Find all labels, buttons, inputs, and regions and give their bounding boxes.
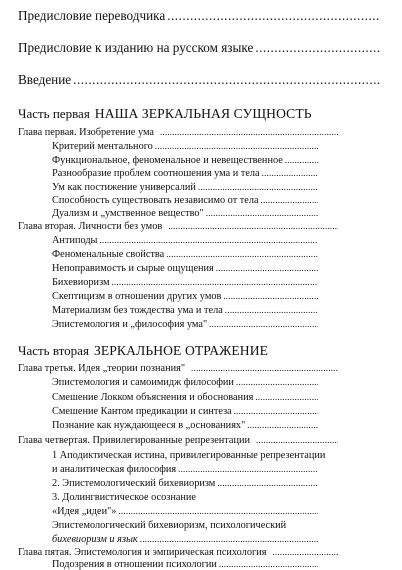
- chapter-title: Глава третья. Идея „теории познания": [18, 363, 186, 374]
- section-title: Смешение Локком объяснения и обоснования: [52, 392, 254, 403]
- dot-leader: [155, 142, 318, 152]
- toc-section[interactable]: [52, 196, 318, 206]
- dot-leader: [178, 465, 318, 475]
- dot-leader: [255, 393, 318, 403]
- toc-entry-label: Предисловие к изданию на русском языке: [18, 40, 254, 55]
- toc-section[interactable]: [52, 292, 318, 302]
- chapter-title: Глава вторая. Личности без умов: [18, 221, 163, 232]
- section-title: Функциональное, феноменальное и невещественное: [52, 155, 283, 166]
- section-title: Критерий ментального: [52, 141, 153, 152]
- dot-leader: [225, 306, 318, 316]
- toc-entry-russian-edition-preface[interactable]: [18, 41, 380, 54]
- toc-section[interactable]: [52, 421, 318, 431]
- toc-section[interactable]: [52, 236, 318, 246]
- dot-leader: [206, 209, 318, 219]
- part-heading[interactable]: [18, 107, 312, 121]
- dot-leader: [168, 222, 338, 232]
- toc-section[interactable]: [52, 479, 318, 489]
- section-title: Эпистемологический бихевиоризм, психологический: [52, 520, 287, 531]
- dot-leader: [256, 436, 338, 446]
- toc-section[interactable]: [52, 560, 318, 570]
- section-title: 3. Долингвистическое осознание: [52, 492, 197, 503]
- section-title: Дуализм и „умственное вещество": [52, 208, 204, 219]
- section-title: Способность существовать независимо от тела: [52, 195, 259, 206]
- section-title: Подозрения в отношении психологии: [52, 559, 217, 570]
- dot-leader: [255, 41, 380, 54]
- section-title: 2. Эпистемологический бихевиоризм: [52, 478, 216, 489]
- toc-section[interactable]: [52, 183, 318, 193]
- toc-section[interactable]: [52, 393, 318, 403]
- dot-leader: [261, 196, 318, 206]
- toc-section[interactable]: [52, 320, 318, 330]
- dot-leader: [167, 9, 380, 22]
- dot-leader: [234, 407, 318, 417]
- dot-leader: [198, 183, 318, 193]
- toc-entry-translator-preface[interactable]: [18, 9, 380, 22]
- toc-entry-label: Предисловие переводчика: [18, 8, 166, 23]
- dot-leader: [216, 264, 318, 274]
- section-title: Бихевиоризм: [52, 277, 110, 288]
- toc-section[interactable]: [52, 278, 318, 288]
- dot-leader: [236, 378, 318, 388]
- part-title: НАША ЗЕРКАЛЬНАЯ СУЩНОСТЬ: [94, 106, 312, 121]
- toc-section[interactable]: [52, 378, 318, 388]
- toc-section[interactable]: [52, 142, 318, 152]
- toc-section-line[interactable]: [52, 493, 196, 503]
- chapter-heading[interactable]: [18, 222, 338, 232]
- part-prefix: Часть первая: [18, 106, 90, 121]
- dot-leader: [262, 169, 318, 179]
- chapter-title: Глава первая. Изобретение ума: [18, 127, 154, 138]
- dot-leader: [160, 128, 338, 138]
- dot-leader: [217, 479, 318, 489]
- section-title: Познание как нуждающееся в „основаниях": [52, 420, 246, 431]
- dot-leader: [285, 156, 318, 166]
- toc-section-line[interactable]: [52, 521, 286, 531]
- dot-leader: [73, 73, 380, 86]
- toc-section[interactable]: [52, 465, 318, 475]
- section-title: Скептицизм в отношении других умов: [52, 291, 222, 302]
- toc-section[interactable]: [52, 209, 318, 219]
- toc-section-line[interactable]: [52, 451, 325, 461]
- dot-leader: [166, 250, 318, 260]
- section-title: Эпистемология и самоимидж философии: [52, 377, 234, 388]
- section-title: 1 Аподиктическая истина, привилегированные репрезентации: [52, 450, 326, 461]
- chapter-heading[interactable]: [18, 128, 338, 138]
- dot-leader: [118, 507, 318, 517]
- dot-leader: [247, 421, 318, 431]
- chapter-heading[interactable]: [18, 436, 338, 446]
- section-title: Эпистемология и „философия ума": [52, 319, 208, 330]
- dot-leader: [140, 535, 318, 545]
- dot-leader: [219, 560, 318, 570]
- section-title: Ум как постижение универсалий: [52, 182, 196, 193]
- dot-leader: [209, 320, 318, 330]
- section-title: бихевиоризм и язык: [52, 534, 138, 545]
- section-title: Материализм без тождества ума и тела: [52, 305, 223, 316]
- toc-section[interactable]: [52, 264, 318, 274]
- section-title: Разнообразие проблем соотношения ума и тела: [52, 168, 260, 179]
- dot-leader: [112, 278, 318, 288]
- chapter-heading[interactable]: [18, 364, 338, 374]
- chapter-heading[interactable]: [18, 548, 338, 558]
- toc-section[interactable]: [52, 169, 318, 179]
- dot-leader: [99, 236, 318, 246]
- chapter-title: Глава четвертая. Привилегированные репрезентации: [18, 435, 251, 446]
- chapter-title: Глава пятая. Эпистемология и эмпирическая психология: [18, 547, 267, 558]
- toc-section[interactable]: [52, 250, 318, 260]
- part-prefix: Часть вторая: [18, 343, 89, 358]
- section-title: и аналитическая философия: [52, 464, 177, 475]
- section-title: «Идея „идеи"»: [52, 506, 117, 517]
- toc-section[interactable]: [52, 156, 318, 166]
- dot-leader: [223, 292, 318, 302]
- toc-section[interactable]: [52, 306, 318, 316]
- toc-section[interactable]: [52, 407, 318, 417]
- section-title: Антиподы: [52, 235, 98, 246]
- part-heading[interactable]: [18, 344, 268, 358]
- section-title: Феноменальные свойства: [52, 249, 165, 260]
- dot-leader: [191, 364, 338, 374]
- toc-entry-introduction[interactable]: [18, 73, 380, 86]
- section-title: Непоправимость и сырые ощущения: [52, 263, 214, 274]
- toc-section[interactable]: [52, 507, 318, 517]
- part-title: ЗЕРКАЛЬНОЕ ОТРАЖЕНИЕ: [93, 343, 269, 358]
- toc-section[interactable]: [52, 535, 318, 545]
- dot-leader: [272, 548, 338, 558]
- toc-entry-label: Введение: [18, 72, 72, 87]
- section-title: Смешение Кантом предикации и синтеза: [52, 406, 232, 417]
